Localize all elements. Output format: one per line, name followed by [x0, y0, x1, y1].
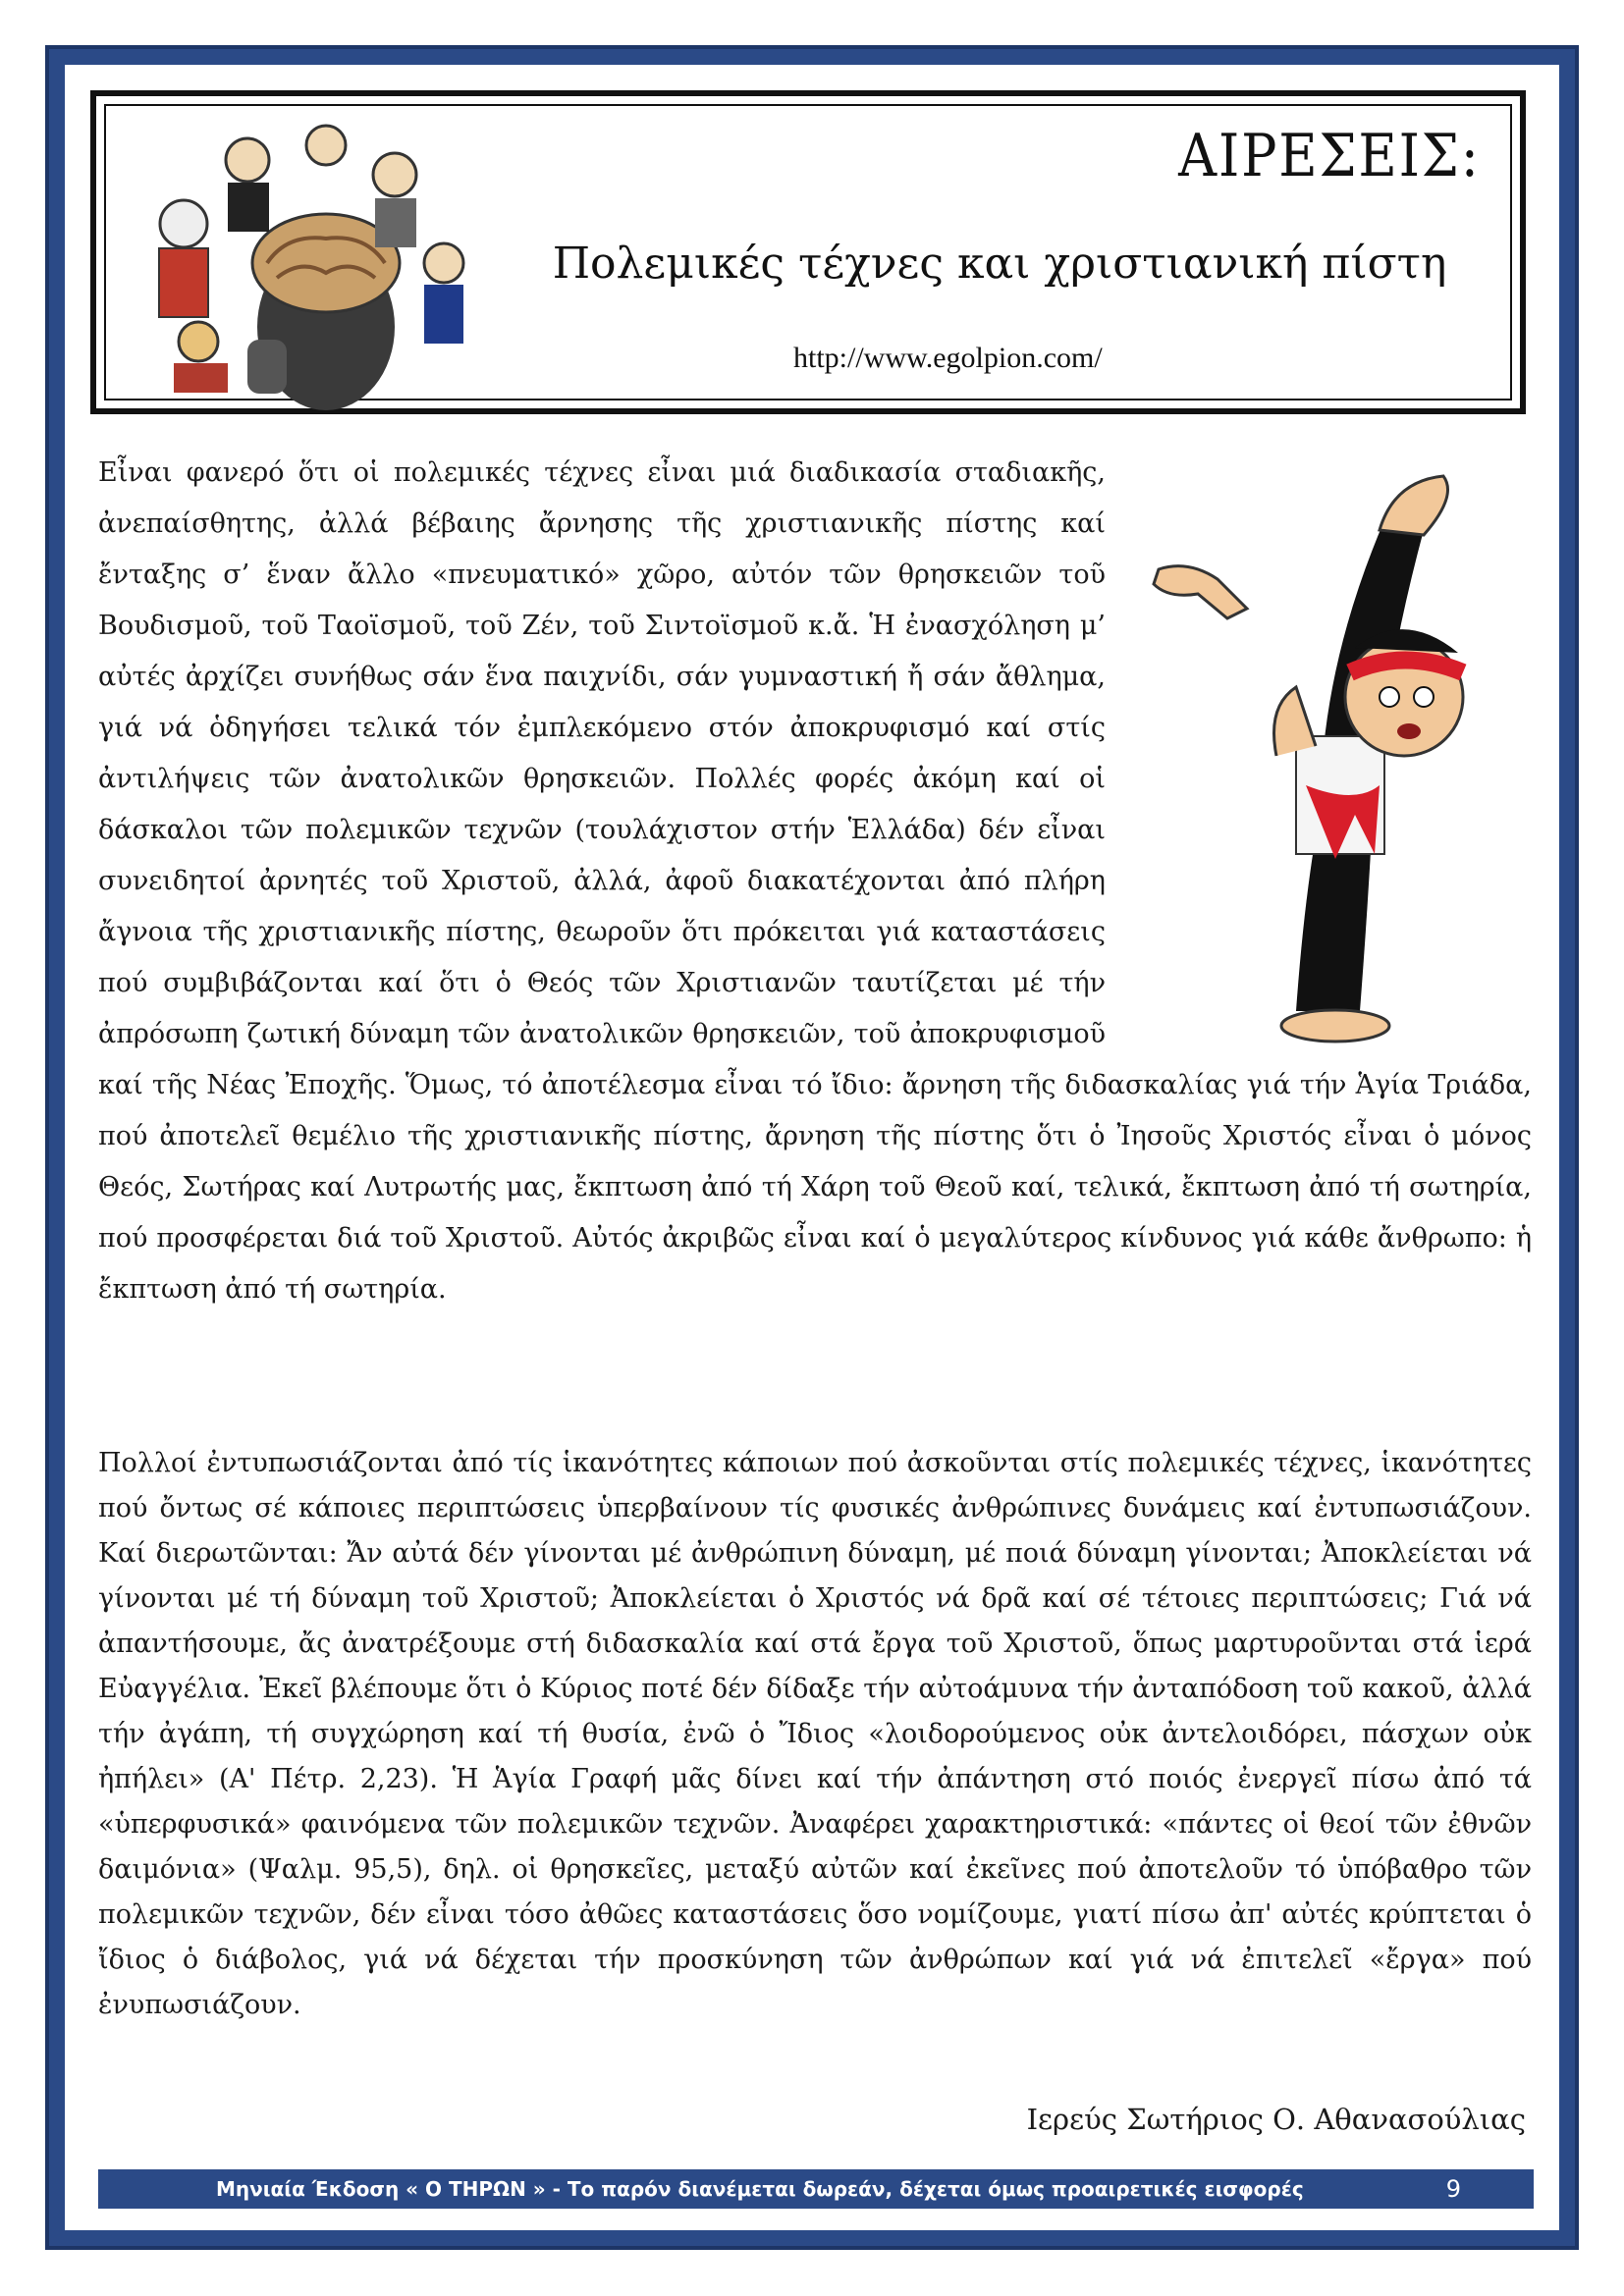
source-url: http://www.egolpion.com/: [793, 342, 1103, 374]
heresies-collage-illustration: [130, 116, 493, 410]
header-box: [90, 90, 1526, 414]
page-number: 9: [1445, 2175, 1461, 2203]
footer-bar: [98, 2169, 1534, 2209]
article-paragraph-2: Πολλοί ἐντυπωσιάζονται ἀπό τίς ἱκανότητες κάποιων πού ἀσκοῦνται στίς πολεμικές τέχνες, ἱκανότητες πού ὄντως σέ κάποιες περιπτώσεις ὑπερβαίνουν τίς φυσικές ἀνθρώπινες δυνάμεις καί ἐντυπωσιάζουν. Καί διερωτῶνται: Ἄν αὐτά δέν γίνονται μέ ἀνθρώπινη δύναμη, μέ ποιά δύναμη γίνονται; Ἀποκλείεται νά γίνονται μέ τή δύναμη τοῦ Χριστοῦ; Ἀποκλείεται ὁ Χριστός νά δρᾶ καί σέ τέτοιες περιπτώσεις; Γιά νά ἀπαντήσουμε, ἄς ἀνατρέξουμε στή διδασκαλία καί στά ἔργα τοῦ Χριστοῦ, ὅπως μαρτυροῦνται στά ἱερά Εὐαγγέλια. Ἐκεῖ βλέπουμε ὅτι ὁ Κύριος ποτέ δέν δίδαξε τήν αὐτοάμυνα τήν ἀνταπόδοση τοῦ κακοῦ, ἀλλά τήν ἀγάπη, τή συγχώρηση καί τή θυσία, ἐνῶ ὁ Ἴδιος «λοιδορούμενος οὐκ ἀντελοιδόρει, πάσχων οὐκ ἠπήλει» (Α' Πέτρ. 2,23). Ἡ Ἁγία Γραφή μᾶς δίνει καί τήν ἀπάντηση στό ποιός ἐνεργεῖ πίσω ἀπό τά «ὑπερφυσικά» φαινόμενα τῶν πολεμικῶν τεχνῶν. Ἀναφέρει χαρακτηριστικά: «πάντες οἱ θεοί τῶν ἐθνῶν δαιμόνια» (Ψαλμ. 95,5), δηλ. οἱ θρησκεῖες, μεταξύ αὐτῶν καί ἐκεῖνες πού ἀποτελοῦν τό ὑπόβαθρο τῶν πολεμικῶν τεχνῶν, δέν εἶναι τόσο ἀθῶες καταστάσεις ὅσο νομίζουμε, γιατί πίσω ἀπ' αὐτές κρύπτεται ὁ ἴδιος ὁ διάβολος, γιά νά δέχεται τήν προσκύνηση τῶν ἀνθρώπων καί γιά νά ἐπιτελεῖ «ἔργα» πού ἐνυπωσιάζουν.: [98, 1448, 1532, 2020]
header-inner-border: [104, 104, 1512, 400]
author-signature: Ιερεύς Σωτήριος Ο. Αθανασούλιας: [1026, 2103, 1526, 2136]
footer-text: Μηνιαία Έκδοση « Ο ΤΗΡΩΝ » - Το παρόν διανέμεται δωρεάν, δέχεται όμως προαιρετικές εισφορές: [216, 2177, 1304, 2201]
section-title: ΑΙΡΕΣΕΙΣ:: [1178, 122, 1481, 190]
paragraph-1-text: Εἶναι φανερό ὅτι οἱ πολεμικές τέχνες εἶναι μιά διαδικασία σταδιακῆς, ἀνεπαίσθητης, ἀλλά βέβαιης ἄρνησης τῆς χριστιανικῆς πίστης καί ἔνταξης σ’ ἕναν ἄλλο «πνευματικό» χῶρο, αὐτόν τῶν θρησκειῶν τοῦ Βουδισμοῦ, τοῦ Ταοϊσμοῦ, τοῦ Ζέν, τοῦ Σιντοϊσμοῦ κ.ἄ. Ἡ ἐνασχόληση μ’ αὐτές ἀρχίζει συνήθως σάν ἕνα παιχνίδι, σάν γυμναστική ἤ σάν ἄθλημα, γιά νά ὁδηγήσει τελικά τόν ἐμπλεκόμενο στόν ἀποκρυφισμό καί στίς ἀντιλήψεις τῶν ἀνατολικῶν θρησκειῶν. Πολλές φορές ἀκόμη καί οἱ δάσκαλοι τῶν πολεμικῶν τεχνῶν (τουλάχιστον στήν Ἑλλάδα) δέν εἶναι συνειδητοί ἀρνητές τοῦ Χριστοῦ, ἀλλά, ἀφοῦ διακατέχονται ἀπό πλήρη ἄγνοια τῆς χριστιανικῆς πίστης, θεωροῦν ὅτι πρόκειται γιά καταστάσεις πού συμβιβάζονται καί ὅτι ὁ Θεός τῶν Χριστιανῶν ταυτίζεται μέ τήν ἀπρόσωπη ζωτική δύναμη τῶν ἀνατολικῶν θρησκειῶν, τοῦ ἀποκρυφισμοῦ καί τῆς Νέας Ἐποχῆς. Ὅμως, τό ἀποτέλεσμα εἶναι τό ἴδιο: ἄρνηση τῆς διδασκαλίας γιά τήν Ἁγία Τριάδα, πού ἀποτελεῖ θεμέλιο τῆς χριστιανικῆς πίστης, ἄρνηση τῆς πίστης ὅτι ὁ Ἰησοῦς Χριστός εἶναι ὁ μόνος Θεός, Σωτήρας καί Λυτρωτής μας, ἔκπτωση ἀπό τή Χάρη τοῦ Θεοῦ καί, τελικά, ἔκπτωση ἀπό τή σωτηρία, πού προσφέρεται διά τοῦ Χριστοῦ. Αὐτός ἀκριβῶς εἶναι καί ὁ μεγαλύτερος κίνδυνος γιά κάθε ἄνθρωπο: ἡ ἔκπτωση ἀπό τή σωτηρία.: [98, 457, 1532, 1305]
article-title: Πολεμικές τέχνες και χριστιανική πίστη: [552, 239, 1447, 289]
article-paragraph-1: [98, 448, 1532, 1315]
karate-kick-illustration: [1129, 461, 1532, 1050]
